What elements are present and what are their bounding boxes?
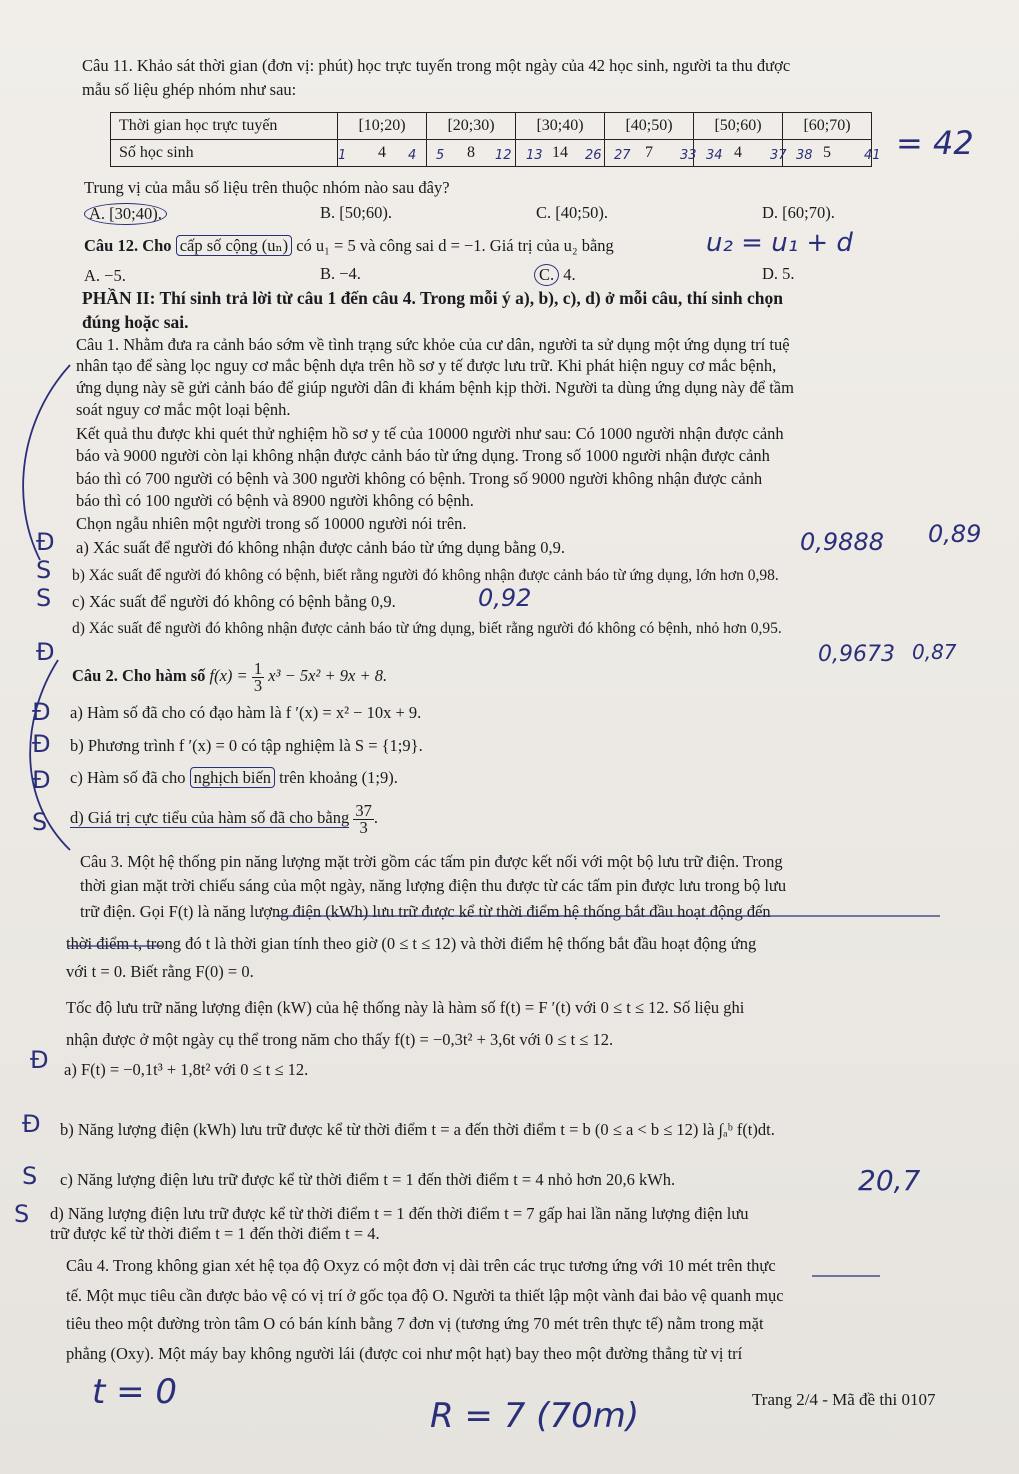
part2-heading: PHẦN II: Thí sinh trả lời từ câu 1 đến câu 4. Trong mỗi ý a), b), c), d) ở mỗi câu, thí sinh chọn <box>82 288 783 308</box>
c3-p1-line: thời gian mặt trời chiếu sáng của một ngày, năng lượng điện thu được từ các tấm pin được lưu trong bộ lưu <box>80 876 787 895</box>
table-interval: [60;70) <box>783 113 872 140</box>
tf-mark: Đ <box>32 730 51 758</box>
c3-item-b: b) Năng lượng điện (kWh) lưu trữ được kể từ thời điểm t = a đến thời điểm t = b (0 ≤ a < b ≤ 12) là ∫ₐᵇ f(t)dt. <box>60 1120 775 1139</box>
c1-p1-line: ứng dụng này sẽ gửi cảnh báo để giúp người dân đi khám bệnh kịp thời. Người ta dùng ứng dụng này để tầm <box>76 378 794 397</box>
c1-item-d: d) Xác suất để người đó không nhận được cảnh báo từ ứng dụng, biết rằng người đó không có bệnh, nhỏ hơn 0,95. <box>72 620 782 637</box>
q12-option-b[interactable]: B. −4. <box>320 264 361 283</box>
q11-option-d[interactable]: D. [60;70). <box>762 203 835 222</box>
c3-p1-line: Câu 3. Một hệ thống pin năng lượng mặt trời gồm các tấm pin được kết nối với một bộ lưu trữ điện. Trong <box>80 852 783 871</box>
table-count: 8 <box>427 140 516 167</box>
c3-p1-line: thời điểm t, trong đó t là thời gian tính theo giờ (0 ≤ t ≤ 12) và thời điểm hệ thống bắt đầu hoạt động ứng <box>66 934 757 953</box>
q11-option-c[interactable]: C. [40;50). <box>536 203 608 222</box>
table-header-count: Số học sinh <box>111 140 338 167</box>
hw-radius: R = 7 (70m) <box>430 1396 640 1436</box>
c3-item-a: a) F(t) = −0,1t³ + 1,8t² với 0 ≤ t ≤ 12. <box>64 1060 309 1079</box>
hw-u2-formula: u₂ = u₁ + d <box>706 228 853 258</box>
tf-mark: S <box>14 1200 30 1228</box>
c1-p1-line: nhân tạo để sàng lọc nguy cơ mắc bệnh dựa trên hồ sơ y tế được lưu trữ. Khi phát hiện nguy cơ mắc bệnh, <box>76 356 777 375</box>
table-count: 14 <box>516 140 605 167</box>
hw-cum: 4 <box>408 148 417 163</box>
c1-p1-line: Câu 1. Nhằm đưa ra cảnh báo sớm về tình trạng sức khỏe của cư dân, người ta sử dụng một ứng dụng trí tuệ <box>76 335 790 354</box>
table-count: 7 <box>605 140 694 167</box>
hw-cum: 26 <box>585 148 602 163</box>
q11-line2: mẫu số liệu ghép nhóm như sau: <box>82 80 297 99</box>
tf-mark: Đ <box>36 528 55 556</box>
tf-mark: S <box>36 556 52 584</box>
hw-cum: 1 <box>338 148 347 163</box>
c2-item-c: c) Hàm số đã cho nghịch biến trên khoảng (1;9). <box>70 768 398 787</box>
table-count: 4 <box>338 140 427 167</box>
tf-mark: Đ <box>30 1046 49 1074</box>
table-count: 4 <box>694 140 783 167</box>
page-footer: Trang 2/4 - Mã đề thi 0107 <box>752 1390 936 1409</box>
hw-cum: 27 <box>614 148 631 163</box>
c1-p3: Chọn ngẫu nhiên một người trong số 10000 người nói trên. <box>76 514 467 533</box>
c3-p1-line: trữ điện. Gọi F(t) là năng lượng điện (kWh) lưu trữ được kể từ thời điểm hệ thống bắt đầu hoạt động đến <box>80 902 771 921</box>
tf-mark: S <box>22 1162 38 1190</box>
hw-value: 0,9888 <box>800 528 884 556</box>
c1-p2-line: báo thì có 700 người có bệnh và 300 người không có bệnh. Trong số 9000 người không nhận được cảnh <box>76 469 763 488</box>
c3-item-c: c) Năng lượng điện lưu trữ được kể từ thời điểm t = 1 đến thời điểm t = 4 nhỏ hơn 20,6 kWh. <box>60 1170 676 1189</box>
c3-p2-line: nhận được ở một ngày cụ thể trong năm cho thấy f(t) = −0,3t² + 3,6t với 0 ≤ t ≤ 12. <box>66 1030 614 1049</box>
c4-line: Câu 4. Trong không gian xét hệ tọa độ Oxyz có một đơn vị dài trên các trục tương ứng với 10 mét trên thực <box>66 1256 776 1275</box>
c1-p1-line: soát nguy cơ mắc một loại bệnh. <box>76 400 291 419</box>
q12-stem: Câu 12. Cho cấp số cộng (uₙ) có u₁ = 5 và công sai d = −1. Giá trị của u₂ bằng <box>84 236 614 255</box>
c2-item-a: a) Hàm số đã cho có đạo hàm là f ′(x) = x² − 10x + 9. <box>70 703 422 722</box>
c1-item-a: a) Xác suất để người đó không nhận được cảnh báo từ ứng dụng bằng 0,9. <box>76 538 565 557</box>
q11-question: Trung vị của mẫu số liệu trên thuộc nhóm nào sau đây? <box>84 178 450 197</box>
table-header-time: Thời gian học trực tuyến <box>111 113 338 140</box>
q11-line1: Câu 11. Khảo sát thời gian (đơn vị: phút) học trực tuyến trong một ngày của 42 học sinh, người ta thu được <box>82 56 791 75</box>
c4-line: tế. Một mục tiêu cần được bảo vệ có vị trí ở gốc tọa độ O. Người ta thiết lập một vành đai bảo vệ quanh mục <box>66 1286 784 1305</box>
c1-p2-line: báo và 9000 người còn lại không nhận được cảnh báo từ ứng dụng. Trong số 1000 người nhận được cảnh <box>76 446 770 465</box>
c3-p2-line: Tốc độ lưu trữ năng lượng điện (kW) của hệ thống này là hàm số f(t) = F ′(t) với 0 ≤ t ≤ 12. Số liệu ghi <box>66 998 745 1017</box>
q12-option-c[interactable]: C. 4. <box>534 264 576 286</box>
c4-line: phẳng (Oxy). Một máy bay không người lái (được coi như một hạt) bay theo một đường thẳng từ vị trí <box>66 1344 743 1363</box>
c3-item-d-cont: trữ được kể từ thời điểm t = 1 đến thời điểm t = 4. <box>50 1224 380 1243</box>
q11-option-b[interactable]: B. [50;60). <box>320 203 392 222</box>
table-interval: [50;60) <box>694 113 783 140</box>
q12-option-d[interactable]: D. 5. <box>762 264 795 283</box>
hw-total: = 42 <box>896 124 974 162</box>
hw-value: 0,89 <box>928 520 982 548</box>
table-interval: [20;30) <box>427 113 516 140</box>
c4-line: tiêu theo một đường tròn tâm O có bán kính bằng 7 đơn vị (tương ứng 70 mét trên thực tế) nằm trong mặt <box>66 1314 764 1333</box>
c1-p2-line: Kết quả thu được khi quét thử nghiệm hồ sơ y tế của 10000 người như sau: Có 1000 người nhận được cảnh <box>76 424 784 443</box>
fraction: $\frac{1}{3}$ <box>253 658 263 695</box>
tf-mark: S <box>36 584 52 612</box>
hw-value: 0,9673 <box>818 642 895 667</box>
table-row <box>111 140 872 167</box>
hw-cum: 34 <box>706 148 723 163</box>
table-row <box>111 113 872 140</box>
hw-t0: t = 0 <box>92 1372 178 1412</box>
q12-boxed-term: cấp số cộng (uₙ) <box>176 235 292 256</box>
c3-item-d: d) Năng lượng điện lưu trữ được kể từ thời điểm t = 1 đến thời điểm t = 7 gấp hai lần năng lượng điện lưu <box>50 1204 749 1223</box>
c1-item-b: b) Xác suất để người đó không có bệnh, biết rằng người đó không nhận được cảnh báo từ ứng dụng, lớn hơn 0,98. <box>72 567 779 584</box>
hw-cum: 12 <box>495 148 512 163</box>
hw-cum: 33 <box>680 148 697 163</box>
table-interval: [30;40) <box>516 113 605 140</box>
q12-option-a[interactable]: A. −5. <box>84 266 126 285</box>
frequency-table <box>110 112 872 167</box>
hw-value: 0,92 <box>478 584 532 612</box>
part2-heading-cont: đúng hoặc sai. <box>82 312 189 332</box>
hw-cum: 38 <box>796 148 813 163</box>
hw-cum: 13 <box>526 148 543 163</box>
table-interval: [10;20) <box>338 113 427 140</box>
hw-cum: 41 <box>864 148 881 163</box>
tf-mark: Đ <box>36 638 55 666</box>
c2-boxed-term: nghịch biến <box>190 767 275 788</box>
q11-option-a[interactable]: A. [30;40). <box>84 203 167 225</box>
table-interval: [40;50) <box>605 113 694 140</box>
c2-stem: Câu 2. Cho hàm số f(x) = $\frac{1}{3}$ x³ − 5x² + 9x + 8. <box>72 658 388 695</box>
c3-p1-line: với t = 0. Biết rằng F(0) = 0. <box>66 962 254 981</box>
tf-mark: S <box>32 808 48 836</box>
hw-value: 20,7 <box>858 1164 921 1197</box>
c1-item-c: c) Xác suất để người đó không có bệnh bằng 0,9. <box>72 592 396 611</box>
c2-item-b: b) Phương trình f ′(x) = 0 có tập nghiệm là S = {1;9}. <box>70 736 423 755</box>
hw-cum: 5 <box>436 148 445 163</box>
fraction: $\frac{37}{3}$ <box>355 800 372 837</box>
hw-value: 0,87 <box>912 640 957 664</box>
tf-mark: Đ <box>32 698 51 726</box>
table-count: 5 <box>783 140 872 167</box>
tf-mark: Đ <box>32 766 51 794</box>
tf-mark: Đ <box>22 1110 41 1138</box>
c1-p2-line: báo thì có 100 người có bệnh và 8900 người không có bệnh. <box>76 491 474 510</box>
c2-item-d: d) Giá trị cực tiểu của hàm số đã cho bằng $\frac{37}{3}$ . <box>70 800 379 837</box>
hw-cum: 37 <box>770 148 787 163</box>
